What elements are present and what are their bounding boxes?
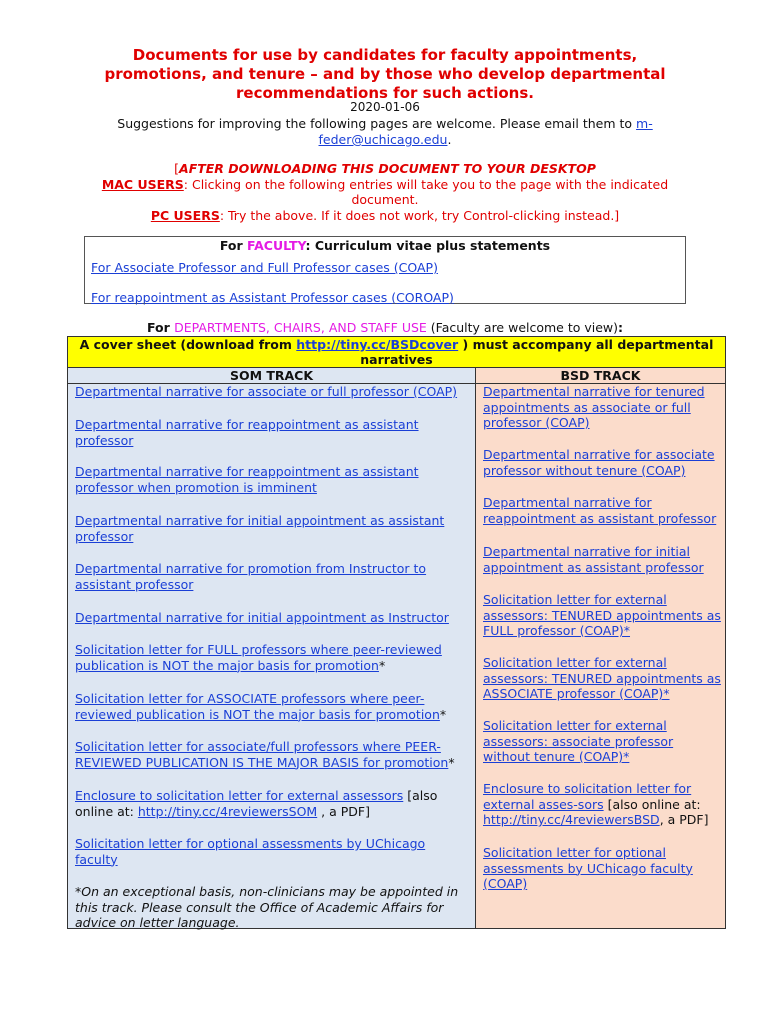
faculty-for: For bbox=[219, 238, 247, 253]
enclosure-post: , a PDF] bbox=[317, 803, 370, 819]
tracks-table bbox=[67, 367, 726, 929]
suggestions-text bbox=[95, 116, 675, 148]
som-track-column bbox=[68, 368, 476, 928]
suggestions-end: . bbox=[447, 132, 452, 147]
bsd-link[interactable]: Departmental narrative for associate professor without tenure (COAP) bbox=[483, 447, 715, 478]
bsd-track-column bbox=[476, 368, 725, 928]
cover-sheet-banner bbox=[67, 336, 726, 368]
departments-colon: : bbox=[618, 320, 624, 335]
som-footnote: *On an exceptional basis, non-clinicians may be appointed in this track. Please consult the Office of Academic Affairs for advice on letter language. bbox=[75, 884, 459, 930]
asterisk: * bbox=[378, 657, 386, 673]
som-link[interactable]: Solicitation letter for optional assessments by UChicago faculty bbox=[75, 836, 426, 867]
download-heading: AFTER DOWNLOADING THIS DOCUMENT TO YOUR DESKTOP bbox=[179, 161, 596, 176]
som-link[interactable]: Departmental narrative for associate or full professor (COAP) bbox=[75, 384, 458, 399]
enclosure-pre: [also online at: bbox=[75, 788, 438, 819]
som-link[interactable]: Departmental narrative for initial appointment as assistant professor bbox=[75, 513, 445, 544]
som-reviewers-link[interactable]: http://tiny.cc/4reviewersSOM bbox=[137, 803, 318, 819]
som-track-heading: SOM TRACK bbox=[68, 368, 475, 384]
bsd-link[interactable]: Departmental narrative for tenured appointments as associate or full professor (COAP) bbox=[483, 384, 705, 430]
document-title: Documents for use by candidates for faculty appointments, promotions, and tenure – and by those who develop departmental recommendations for such actions. bbox=[104, 46, 666, 102]
cover-pre: A cover sheet (download from bbox=[79, 337, 297, 352]
faculty-label: FACULTY bbox=[247, 238, 306, 253]
pc-users-text: : Try the above. If it does not work, try Control-clicking instead.] bbox=[219, 207, 620, 223]
enclosure-pre: [also online at: bbox=[603, 796, 701, 812]
bsd-link[interactable]: Solicitation letter for external assessors: TENURED appointments as FULL professor (COAP)* bbox=[483, 592, 721, 638]
document-date: 2020-01-06 bbox=[350, 100, 420, 114]
faculty-heading bbox=[85, 238, 685, 253]
departments-label: DEPARTMENTS, CHAIRS, AND STAFF USE bbox=[174, 320, 427, 335]
som-link[interactable]: Solicitation letter for associate/full professors where PEER-REVIEWED PUBLICATION IS THE MAJOR BASIS for promotion bbox=[75, 739, 449, 770]
asterisk: * bbox=[439, 706, 447, 722]
pc-users-label: PC USERS bbox=[150, 207, 220, 223]
asterisk: * bbox=[448, 754, 455, 770]
bsd-link[interactable]: Solicitation letter for external assessors: TENURED appointments as ASSOCIATE professor (COAP)* bbox=[483, 655, 721, 701]
mac-users-label: MAC USERS bbox=[101, 176, 184, 192]
faculty-rest: : Curriculum vitae plus statements bbox=[305, 238, 551, 253]
departments-rest: (Faculty are welcome to view) bbox=[426, 320, 619, 335]
departments-heading bbox=[0, 320, 770, 335]
faculty-link-coroap[interactable]: For reappointment as Assistant Professor cases (COROAP) bbox=[91, 290, 454, 305]
som-link[interactable]: Departmental narrative for reappointment as assistant professor when promotion is imminent bbox=[75, 464, 419, 495]
suggestions-label: Suggestions for improving the following pages are welcome. Please email them to bbox=[117, 116, 637, 131]
email-link[interactable]: m-feder@uchicago.edu bbox=[318, 116, 653, 147]
bsd-link[interactable]: Departmental narrative for reappointment as assistant professor bbox=[483, 495, 717, 526]
som-link[interactable]: Enclosure to solicitation letter for external assessors bbox=[75, 788, 404, 803]
som-link[interactable]: Departmental narrative for reappointment as assistant professor bbox=[75, 417, 419, 448]
enclosure-post: , a PDF] bbox=[659, 812, 709, 827]
som-link[interactable]: Solicitation letter for FULL professors where peer-reviewed publication is NOT the major basis for promotion bbox=[75, 642, 442, 673]
som-link[interactable]: Departmental narrative for promotion from Instructor to assistant professor bbox=[75, 561, 427, 592]
bsd-reviewers-link[interactable]: http://tiny.cc/4reviewersBSD bbox=[483, 812, 660, 827]
bracket-open: [ bbox=[174, 161, 180, 176]
faculty-link-coap[interactable]: For Associate Professor and Full Professor cases (COAP) bbox=[91, 260, 438, 275]
mac-users-text: : Clicking on the following entries will take you to the page with the indicated document. bbox=[183, 176, 669, 207]
bsd-link[interactable]: Departmental narrative for initial appointment as assistant professor bbox=[483, 544, 704, 575]
download-instructions bbox=[90, 161, 680, 223]
bsd-link[interactable]: Solicitation letter for optional assessments by UChicago faculty (COAP) bbox=[483, 845, 693, 891]
cover-post: ) must accompany all departmental narratives bbox=[360, 337, 714, 367]
bsd-track-heading: BSD TRACK bbox=[476, 368, 725, 384]
faculty-box bbox=[84, 236, 686, 304]
bsd-link[interactable]: Enclosure to solicitation letter for external asses-sors bbox=[483, 781, 692, 812]
cover-sheet-link[interactable]: http://tiny.cc/BSDcover bbox=[296, 337, 459, 352]
som-link[interactable]: Departmental narrative for initial appointment as Instructor bbox=[75, 610, 449, 625]
som-link[interactable]: Solicitation letter for ASSOCIATE professors where peer-reviewed publication is NOT the major basis for promotion bbox=[75, 691, 440, 722]
departments-for: For bbox=[146, 320, 175, 335]
bsd-link[interactable]: Solicitation letter for external assessors: associate professor without tenure (COAP)* bbox=[483, 718, 674, 764]
